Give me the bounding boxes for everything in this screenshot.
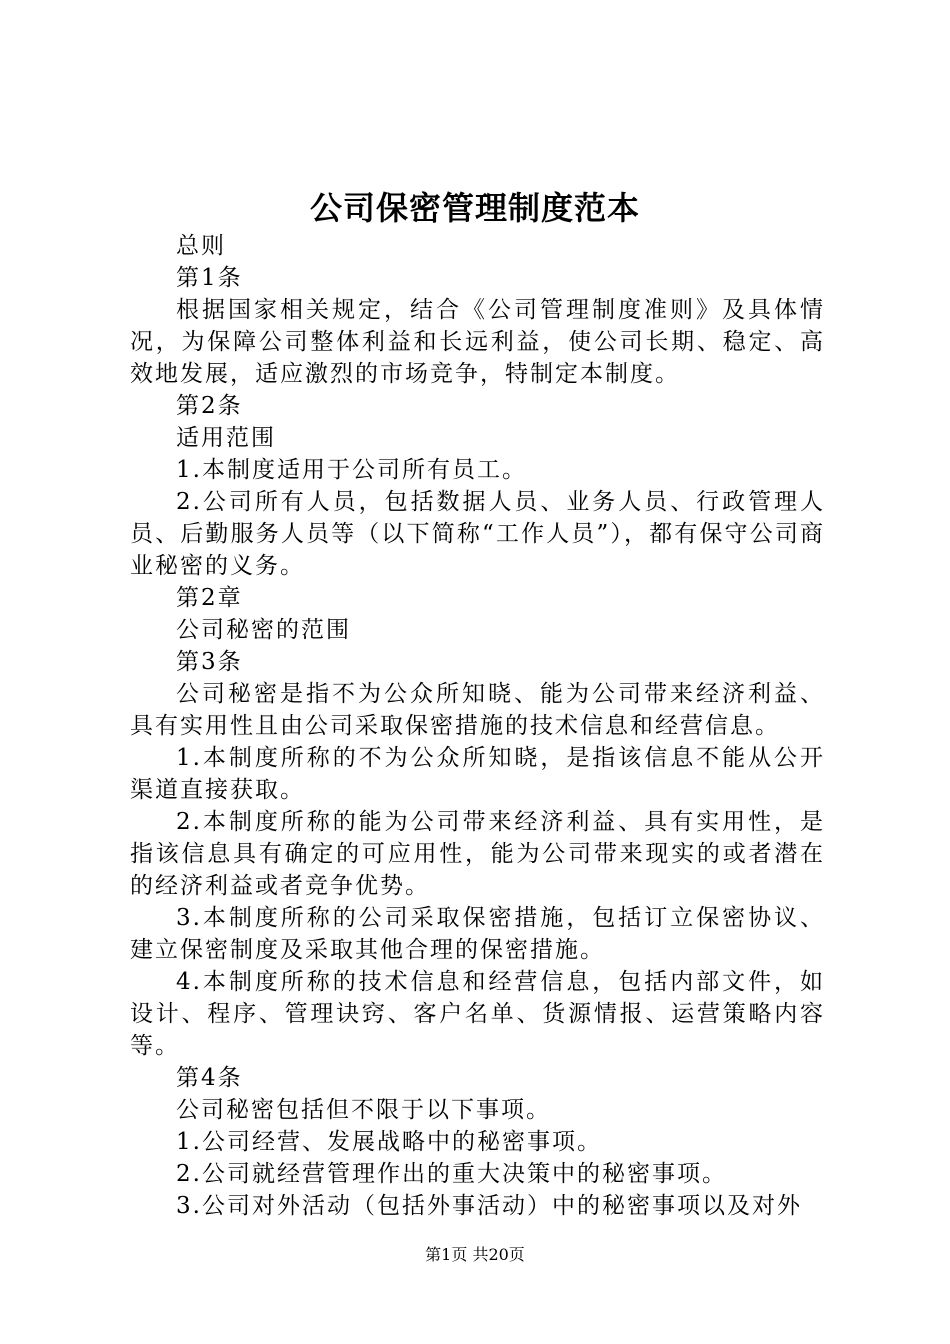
paragraph: 公司秘密包括但不限于以下事项。 (176, 1097, 551, 1123)
document-body (130, 230, 825, 1222)
paragraph: 4.本制度所称的技术信息和经营信息，包括内部文件，如设计、程序、管理诀窍、客户名单、货源情报、运营策略内容等。 (130, 969, 825, 1059)
paragraph: 3.公司对外活动（包括外事活动）中的秘密事项以及对外 (176, 1193, 802, 1219)
paragraph: 公司秘密是指不为公众所知晓、能为公司带来经济利益、具有实用性且由公司采取保密措施的技术信息和经营信息。 (130, 681, 825, 739)
page-footer: 第1页 共20页 (425, 1245, 525, 1264)
paragraph: 第2章 (176, 585, 243, 611)
paragraph: 1.本制度所称的不为公众所知晓，是指该信息不能从公开渠道直接获取。 (130, 745, 825, 803)
paragraph: 第4条 (176, 1065, 243, 1091)
paragraph: 总则 (176, 233, 226, 259)
paragraph: 根据国家相关规定，结合《公司管理制度准则》及具体情况，为保障公司整体利益和长远利益，使公司长期、稳定、高效地发展，适应激烈的市场竞争，特制定本制度。 (130, 297, 825, 387)
paragraph: 2.公司所有人员，包括数据人员、业务人员、行政管理人员、后勤服务人员等（以下简称“工作人员”），都有保守公司商业秘密的义务。 (130, 489, 825, 579)
paragraph: 公司秘密的范围 (176, 617, 351, 643)
paragraph: 2.公司就经营管理作出的重大决策中的秘密事项。 (176, 1161, 727, 1187)
paragraph: 第3条 (176, 649, 243, 675)
paragraph: 1.本制度适用于公司所有员工。 (176, 457, 527, 483)
paragraph: 第2条 (176, 393, 243, 419)
paragraph: 第1条 (176, 265, 243, 291)
paragraph: 2.本制度所称的能为公司带来经济利益、具有实用性，是指该信息具有确定的可应用性，能为公司带来现实的或者潜在的经济利益或者竞争优势。 (130, 809, 825, 899)
paragraph: 3.本制度所称的公司采取保密措施，包括订立保密协议、建立保密制度及采取其他合理的保密措施。 (130, 905, 825, 963)
document-title: 公司保密管理制度范本 (309, 189, 640, 227)
paragraph: 适用范围 (176, 425, 276, 451)
paragraph: 1.公司经营、发展战略中的秘密事项。 (176, 1129, 602, 1155)
